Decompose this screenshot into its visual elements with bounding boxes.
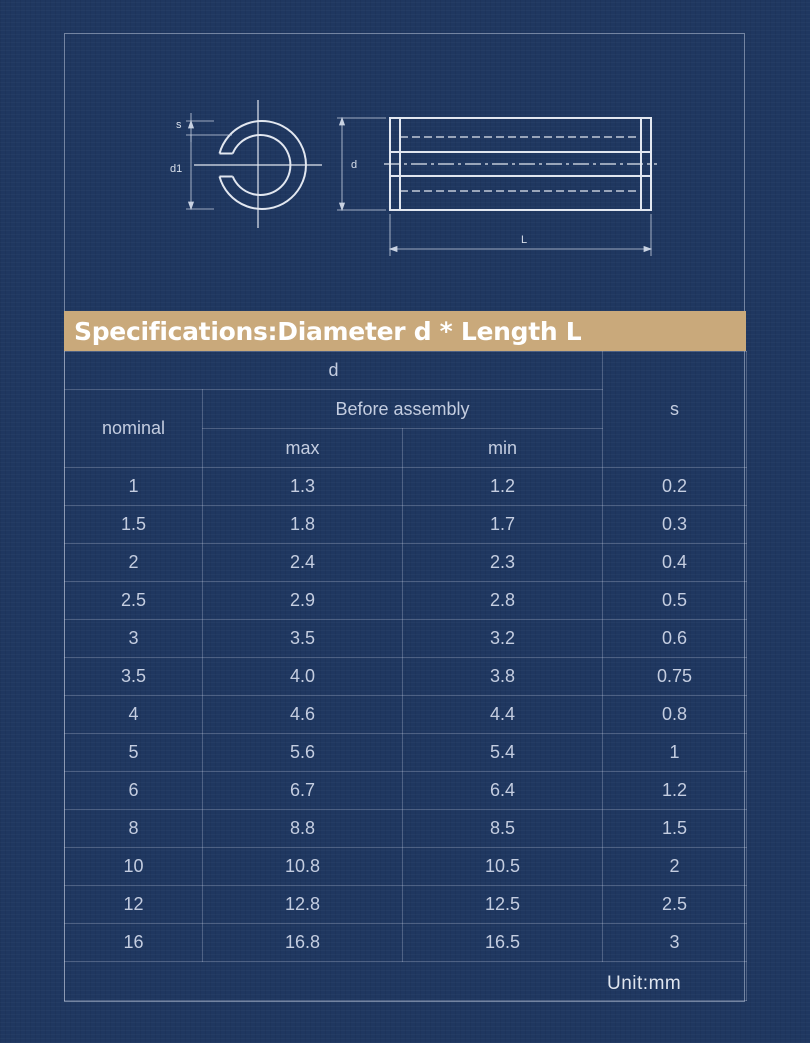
header-s: s (603, 352, 747, 468)
cell-min: 1.2 (403, 468, 603, 506)
cell-nominal: 8 (65, 810, 203, 848)
header-row-d (65, 352, 747, 390)
cell-s: 2.5 (603, 886, 747, 924)
cell-s: 1.5 (603, 810, 747, 848)
cell-nominal: 2.5 (65, 582, 203, 620)
cell-s: 0.8 (603, 696, 747, 734)
cell-min: 3.2 (403, 620, 603, 658)
cell-nominal: 3.5 (65, 658, 203, 696)
cell-max: 6.7 (203, 772, 403, 810)
cell-nominal: 4 (65, 696, 203, 734)
cell-s: 0.5 (603, 582, 747, 620)
label-s: s (176, 119, 182, 131)
spec-table (64, 351, 747, 1001)
table-row (65, 848, 747, 886)
cell-s: 2 (603, 848, 747, 886)
table-row (65, 544, 747, 582)
cell-s: 0.6 (603, 620, 747, 658)
cell-nominal: 3 (65, 620, 203, 658)
table-row (65, 506, 747, 544)
table-row (65, 696, 747, 734)
cell-max: 16.8 (203, 924, 403, 962)
header-before-assembly: Before assembly (203, 390, 603, 429)
cell-min: 6.4 (403, 772, 603, 810)
cell-min: 1.7 (403, 506, 603, 544)
cell-nominal: 1 (65, 468, 203, 506)
table-row (65, 468, 747, 506)
cell-max: 4.0 (203, 658, 403, 696)
table-row (65, 772, 747, 810)
cell-s: 0.3 (603, 506, 747, 544)
cell-nominal: 12 (65, 886, 203, 924)
cell-nominal: 1.5 (65, 506, 203, 544)
label-d1: d1 (170, 163, 183, 175)
label-d: d (351, 159, 358, 171)
cell-s: 0.2 (603, 468, 747, 506)
cell-min: 5.4 (403, 734, 603, 772)
cell-nominal: 6 (65, 772, 203, 810)
table-row (65, 620, 747, 658)
cell-max: 3.5 (203, 620, 403, 658)
table-row (65, 734, 747, 772)
label-L: L (521, 234, 528, 246)
table-row (65, 924, 747, 962)
header-min: min (403, 429, 603, 468)
table-row (65, 582, 747, 620)
cell-min: 2.3 (403, 544, 603, 582)
cell-min: 12.5 (403, 886, 603, 924)
cell-max: 2.4 (203, 544, 403, 582)
header-nominal: nominal (65, 390, 203, 468)
cell-min: 8.5 (403, 810, 603, 848)
cell-nominal: 16 (65, 924, 203, 962)
cell-max: 1.3 (203, 468, 403, 506)
cell-min: 4.4 (403, 696, 603, 734)
cell-min: 2.8 (403, 582, 603, 620)
cell-min: 3.8 (403, 658, 603, 696)
cell-max: 8.8 (203, 810, 403, 848)
cell-max: 2.9 (203, 582, 403, 620)
cell-nominal: 5 (65, 734, 203, 772)
cell-nominal: 10 (65, 848, 203, 886)
cell-max: 5.6 (203, 734, 403, 772)
cell-min: 10.5 (403, 848, 603, 886)
cell-s: 0.75 (603, 658, 747, 696)
header-max: max (203, 429, 403, 468)
unit-label: Unit:mm (607, 973, 682, 994)
cell-max: 4.6 (203, 696, 403, 734)
cell-s: 1.2 (603, 772, 747, 810)
specifications-banner: Specifications:Diameter d * Length L (64, 311, 746, 351)
cell-nominal: 2 (65, 544, 203, 582)
cell-max: 10.8 (203, 848, 403, 886)
header-d: d (65, 352, 603, 390)
cell-s: 0.4 (603, 544, 747, 582)
cell-min: 16.5 (403, 924, 603, 962)
table-row (65, 810, 747, 848)
cell-max: 1.8 (203, 506, 403, 544)
cell-s: 1 (603, 734, 747, 772)
table-row (65, 658, 747, 696)
cell-s: 3 (603, 924, 747, 962)
spring-pin-drawing (0, 0, 810, 310)
table-row (65, 886, 747, 924)
cell-max: 12.8 (203, 886, 403, 924)
